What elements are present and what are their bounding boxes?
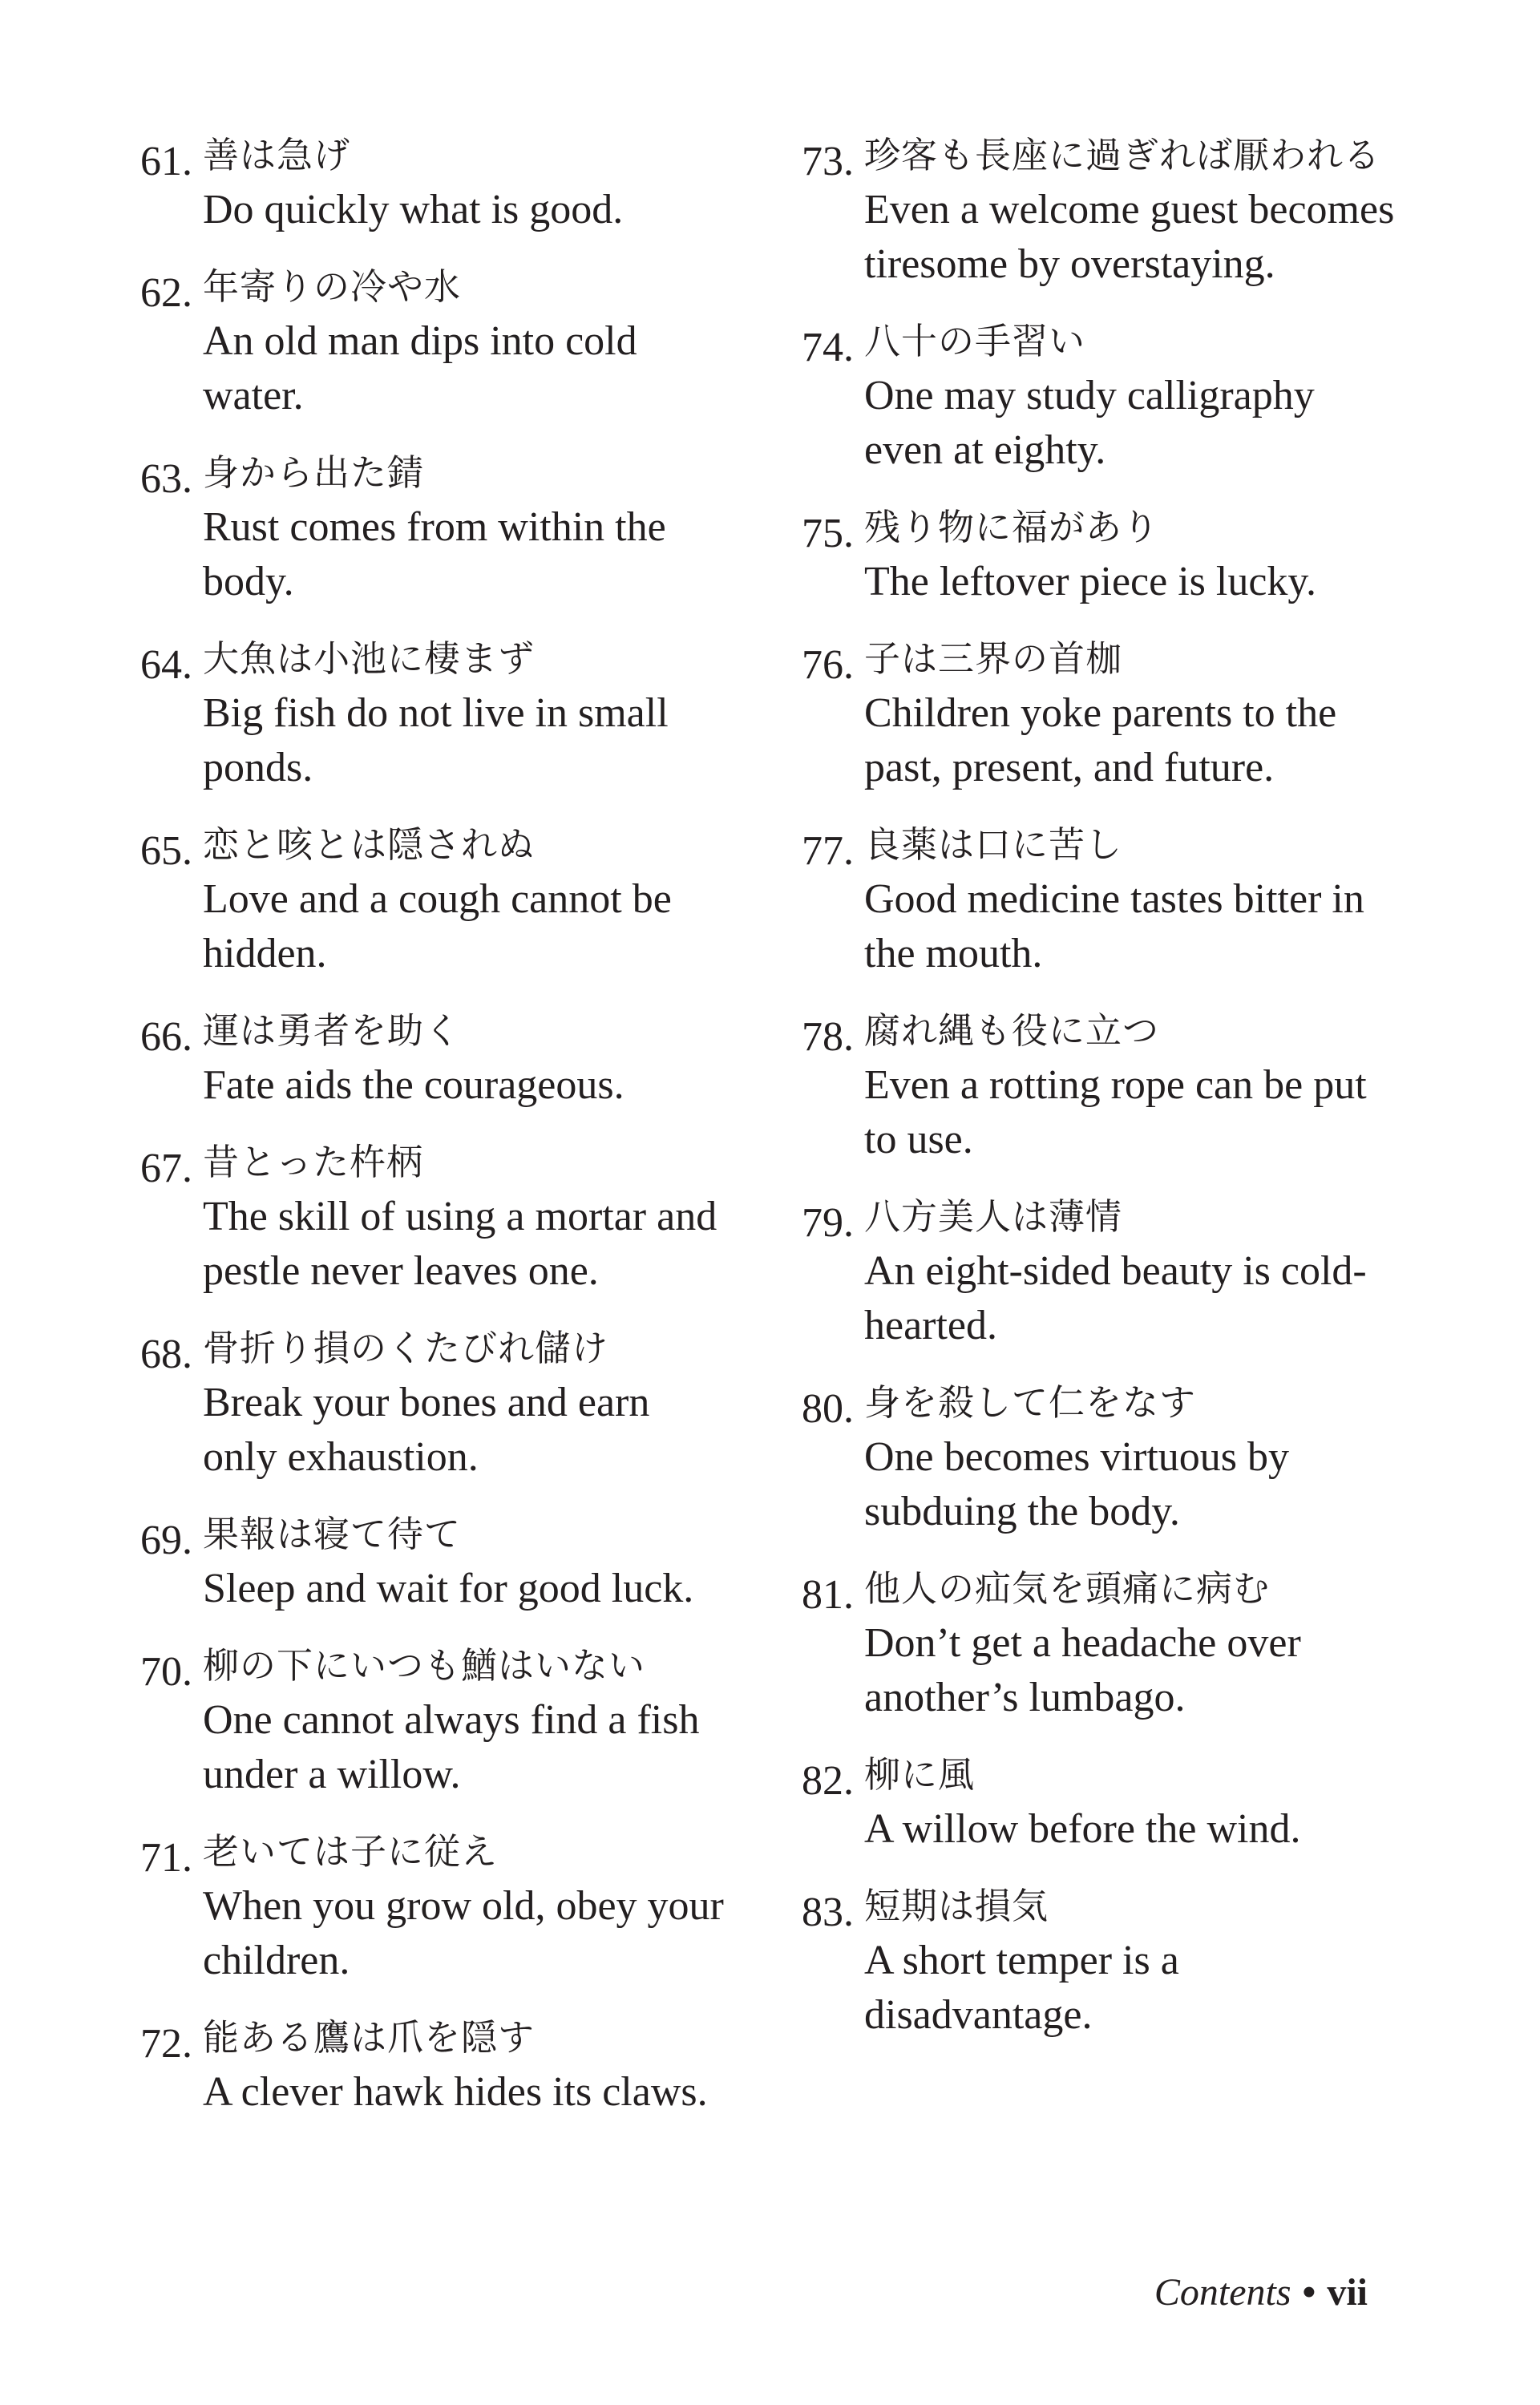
proverb-japanese: 腐れ縄も役に立つ	[864, 1009, 1160, 1052]
proverb-83	[802, 1879, 1395, 2043]
proverb-japanese: 子は三界の首枷	[864, 637, 1123, 680]
proverb-english: An eight-sided beauty is cold-hearted.	[864, 1248, 1367, 1348]
proverb-english: Even a welcome guest becomes tiresome by overstaying.	[864, 187, 1395, 287]
proverb-number: 72.	[140, 2021, 192, 2067]
proverb-english: Fate aids the courageous.	[203, 1062, 624, 1108]
proverb-number: 63.	[140, 456, 192, 502]
proverb-78	[802, 1004, 1395, 1167]
proverb-number: 78.	[802, 1014, 854, 1060]
proverb-japanese: 能ある鷹は爪を隠す	[203, 2016, 536, 2059]
proverb-japanese: 年寄りの冷や水	[203, 265, 462, 308]
proverb-67	[140, 1135, 734, 1299]
footer-bullet: •	[1302, 2271, 1316, 2314]
proverb-number: 69.	[140, 1518, 192, 1563]
proverb-79	[802, 1190, 1395, 1353]
proverb-74	[802, 314, 1395, 478]
proverb-81	[802, 1562, 1395, 1725]
proverb-number: 79.	[802, 1200, 854, 1246]
proverb-japanese: 柳の下にいつも鰌はいない	[203, 1644, 646, 1687]
proverb-65	[140, 818, 734, 981]
proverb-japanese: 骨折り損のくたびれ儲け	[203, 1327, 609, 1369]
proverb-62	[140, 260, 734, 423]
proverb-english: One becomes virtuous by subduing the body.	[864, 1434, 1290, 1534]
proverb-japanese: 他人の疝気を頭痛に病む	[864, 1567, 1271, 1610]
proverb-japanese: 運は勇者を助く	[203, 1009, 462, 1052]
proverb-english: Big fish do not live in small ponds.	[203, 690, 669, 790]
proverb-japanese: 残り物に福があり	[864, 506, 1160, 548]
proverb-number: 68.	[140, 1332, 192, 1377]
proverb-english: Do quickly what is good.	[203, 187, 624, 232]
proverb-english: Children yoke parents to the past, present, and future.	[864, 690, 1337, 790]
proverb-japanese: 昔とった杵柄	[203, 1141, 424, 1183]
proverb-english: A short temper is a disadvantage.	[864, 1938, 1179, 2038]
proverb-english: The leftover piece is lucky.	[864, 559, 1317, 604]
proverb-japanese: 身を殺して仁をなす	[864, 1381, 1197, 1424]
proverb-english: Love and a cough cannot be hidden.	[203, 876, 672, 976]
proverb-73	[802, 128, 1395, 292]
proverb-number: 66.	[140, 1014, 192, 1060]
proverb-english: Sleep and wait for good luck.	[203, 1566, 694, 1611]
proverb-japanese: 果報は寝て待て	[203, 1513, 462, 1555]
proverb-japanese: 恋と咳とは隠されぬ	[203, 823, 536, 866]
proverb-76	[802, 632, 1395, 795]
proverb-number: 62.	[140, 270, 192, 316]
proverb-japanese: 珍客も長座に過ぎれば厭われる	[864, 134, 1381, 176]
page-number: vii	[1327, 2271, 1368, 2314]
proverb-japanese: 老いては子に従え	[203, 1830, 499, 1873]
proverb-number: 73.	[802, 139, 854, 184]
proverb-english: Don’t get a headache over another’s lumbago.	[864, 1620, 1301, 1720]
proverb-70	[140, 1639, 734, 1802]
proverb-number: 61.	[140, 139, 192, 184]
proverb-english: Rust comes from within the body.	[203, 504, 666, 604]
proverb-number: 67.	[140, 1146, 192, 1191]
page-footer	[1154, 2269, 1368, 2317]
proverb-number: 80.	[802, 1386, 854, 1432]
proverb-66	[140, 1004, 734, 1113]
running-footer-section: Contents	[1154, 2271, 1291, 2314]
proverb-english: One cannot always find a fish under a willow.	[203, 1697, 700, 1797]
proverb-english: A willow before the wind.	[864, 1806, 1301, 1852]
proverb-number: 77.	[802, 828, 854, 874]
proverb-75	[802, 500, 1395, 609]
right-column	[802, 128, 1395, 2065]
proverb-63	[140, 446, 734, 609]
proverb-69	[140, 1507, 734, 1616]
proverb-english: Break your bones and earn only exhaustion.	[203, 1380, 650, 1480]
proverb-number: 70.	[140, 1649, 192, 1695]
proverb-japanese: 大魚は小池に棲まず	[203, 637, 536, 680]
proverb-number: 82.	[802, 1758, 854, 1804]
proverb-64	[140, 632, 734, 795]
proverb-english: A clever hawk hides its claws.	[203, 2069, 708, 2115]
proverb-japanese: 柳に風	[864, 1753, 976, 1796]
proverb-77	[802, 818, 1395, 981]
left-column	[140, 128, 734, 2142]
proverb-72	[140, 2011, 734, 2120]
proverb-japanese: 短期は損気	[864, 1885, 1049, 1927]
proverb-number: 65.	[140, 828, 192, 874]
proverb-number: 76.	[802, 642, 854, 688]
proverb-english: One may study calligraphy even at eighty.	[864, 373, 1315, 473]
proverb-japanese: 善は急げ	[203, 134, 351, 176]
proverb-number: 83.	[802, 1890, 854, 1935]
proverb-number: 74.	[802, 325, 854, 370]
proverb-japanese: 良薬は口に苦し	[864, 823, 1123, 866]
proverb-71	[140, 1825, 734, 1988]
proverb-english: The skill of using a mortar and pestle never leaves one.	[203, 1194, 717, 1294]
proverb-japanese: 八方美人は薄情	[864, 1195, 1123, 1238]
proverb-english: Even a rotting rope can be put to use.	[864, 1062, 1367, 1162]
proverb-number: 64.	[140, 642, 192, 688]
proverb-english: Good medicine tastes bitter in the mouth.	[864, 876, 1364, 976]
proverb-82	[802, 1748, 1395, 1857]
proverb-japanese: 八十の手習い	[864, 320, 1086, 362]
proverb-number: 71.	[140, 1835, 192, 1881]
proverb-english: When you grow old, obey your children.	[203, 1883, 724, 1983]
proverb-number: 81.	[802, 1572, 854, 1618]
proverb-80	[802, 1376, 1395, 1539]
proverb-68	[140, 1321, 734, 1485]
proverb-number: 75.	[802, 511, 854, 556]
proverb-japanese: 身から出た錆	[203, 451, 425, 494]
proverb-61	[140, 128, 734, 237]
proverb-english: An old man dips into cold water.	[203, 318, 637, 418]
